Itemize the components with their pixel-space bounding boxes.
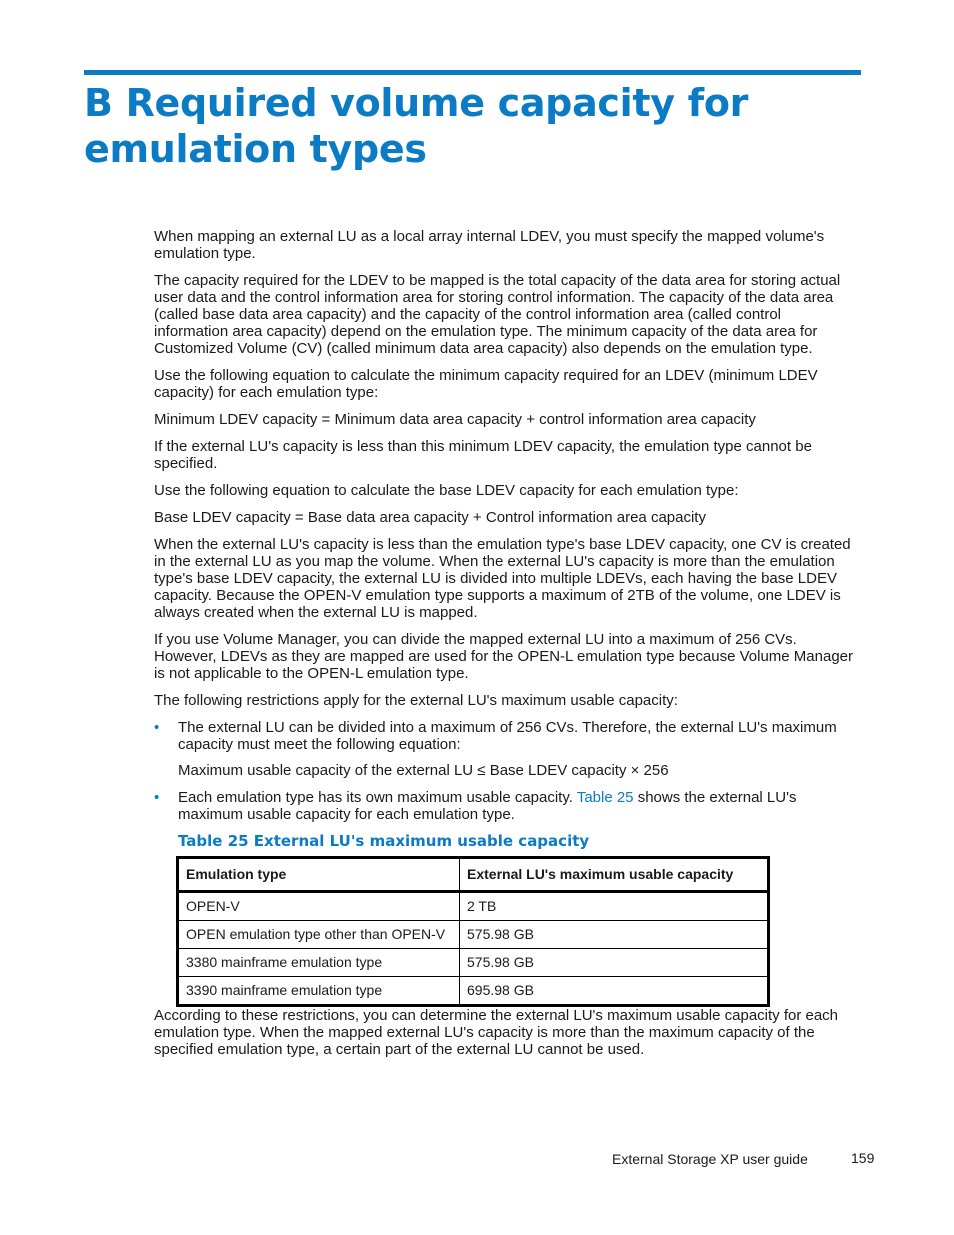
- table-cell: 575.98 GB: [460, 949, 769, 977]
- equation-base-ldev: Base LDEV capacity = Base data area capacity + Control information area capacity: [154, 509, 706, 526]
- table-row: [178, 949, 769, 977]
- restrictions-list: [154, 719, 859, 823]
- capacity-table: [176, 856, 770, 1007]
- paragraph-10: The following restrictions apply for the external LU's maximum usable capacity:: [154, 692, 678, 709]
- heading-rule: [84, 70, 861, 75]
- table-25-link[interactable]: Table 25: [576, 789, 634, 806]
- table-row: [178, 977, 769, 1006]
- paragraph-3: Use the following equation to calculate the minimum capacity required for an LDEV (minimum LDEV capacity) for each emulation type:: [154, 367, 818, 401]
- paragraph-5: If the external LU's capacity is less than this minimum LDEV capacity, the emulation type cannot be specified.: [154, 438, 812, 472]
- table-row: [178, 921, 769, 949]
- paragraph-2: The capacity required for the LDEV to be mapped is the total capacity of the data area for storing actual user data and the control information area for storing control information. The capacity of the data area (called base data area capacity) and the capacity of the control information area (called control information area capacity) depend on the emulation type. The minimum capacity of the data area for Customized Volume (CV) (called minimum data area capacity) also depends on the emulation type.: [154, 272, 841, 357]
- table-caption: Table 25 External LU's maximum usable capacity: [178, 832, 590, 850]
- equation-minimum-ldev: Minimum LDEV capacity = Minimum data area capacity + control information area capacity: [154, 411, 756, 428]
- header-max-capacity: External LU's maximum usable capacity: [460, 858, 769, 892]
- list-item: [154, 789, 859, 823]
- closing-paragraph: According to these restrictions, you can determine the external LU's maximum usable capacity for each emulation type. When the mapped external LU's capacity is more than the maximum capacity of the specified emulation type, a certain part of the external LU cannot be used.: [154, 1007, 839, 1058]
- paragraph-8: When the external LU's capacity is less than the emulation type's base LDEV capacity, one CV is created in the external LU as you map the volume. When the external LU's capacity is more than the emulation type's base LDEV capacity, the external LU is divided into multiple LDEVs, each having the base LDEV capacity. Because the OPEN-V emulation type supports a maximum of 2TB of the volume, one LDEV is always created when the external LU is mapped.: [154, 536, 851, 621]
- table-cell: 695.98 GB: [460, 977, 769, 1006]
- paragraph-6: Use the following equation to calculate the base LDEV capacity for each emulation type:: [154, 482, 739, 499]
- table-cell: 575.98 GB: [460, 921, 769, 949]
- main-content: [154, 228, 859, 1068]
- list-item: [154, 719, 859, 779]
- footer-title: External Storage XP user guide: [612, 1151, 808, 1167]
- table-cell: OPEN-V: [178, 892, 460, 921]
- bullet-2-text-before: Each emulation type has its own maximum usable capacity.: [178, 789, 577, 806]
- page-number: 159: [851, 1150, 875, 1166]
- bullet-1-text: The external LU can be divided into a maximum of 256 CVs. Therefore, the external LU's maximum capacity must meet the following equation:: [178, 719, 837, 753]
- header-emulation-type: Emulation type: [178, 858, 460, 892]
- table-row: [178, 892, 769, 921]
- paragraph-9: If you use Volume Manager, you can divide the mapped external LU into a maximum of 256 CVs. However, LDEVs as they are mapped are used for the OPEN-L emulation type because Volume Manager is not applicable to the OPEN-L emulation type.: [154, 631, 853, 682]
- table-cell: 3380 mainframe emulation type: [178, 949, 460, 977]
- bullet-2-text-after: shows the external LU's maximum usable capacity for each emulation type.: [178, 789, 797, 823]
- table-cell: 2 TB: [460, 892, 769, 921]
- table-cell: 3390 mainframe emulation type: [178, 977, 460, 1006]
- table-header-row: [178, 858, 769, 892]
- equation-max-usable: Maximum usable capacity of the external LU ≤ Base LDEV capacity × 256: [178, 762, 669, 779]
- bullet-icon: •: [154, 719, 160, 736]
- table-cell: OPEN emulation type other than OPEN-V: [178, 921, 460, 949]
- bullet-icon: •: [154, 789, 160, 806]
- page-title: B Required volume capacity for emulation types: [84, 81, 749, 171]
- paragraph-1: When mapping an external LU as a local array internal LDEV, you must specify the mapped volume's emulation type.: [154, 228, 825, 262]
